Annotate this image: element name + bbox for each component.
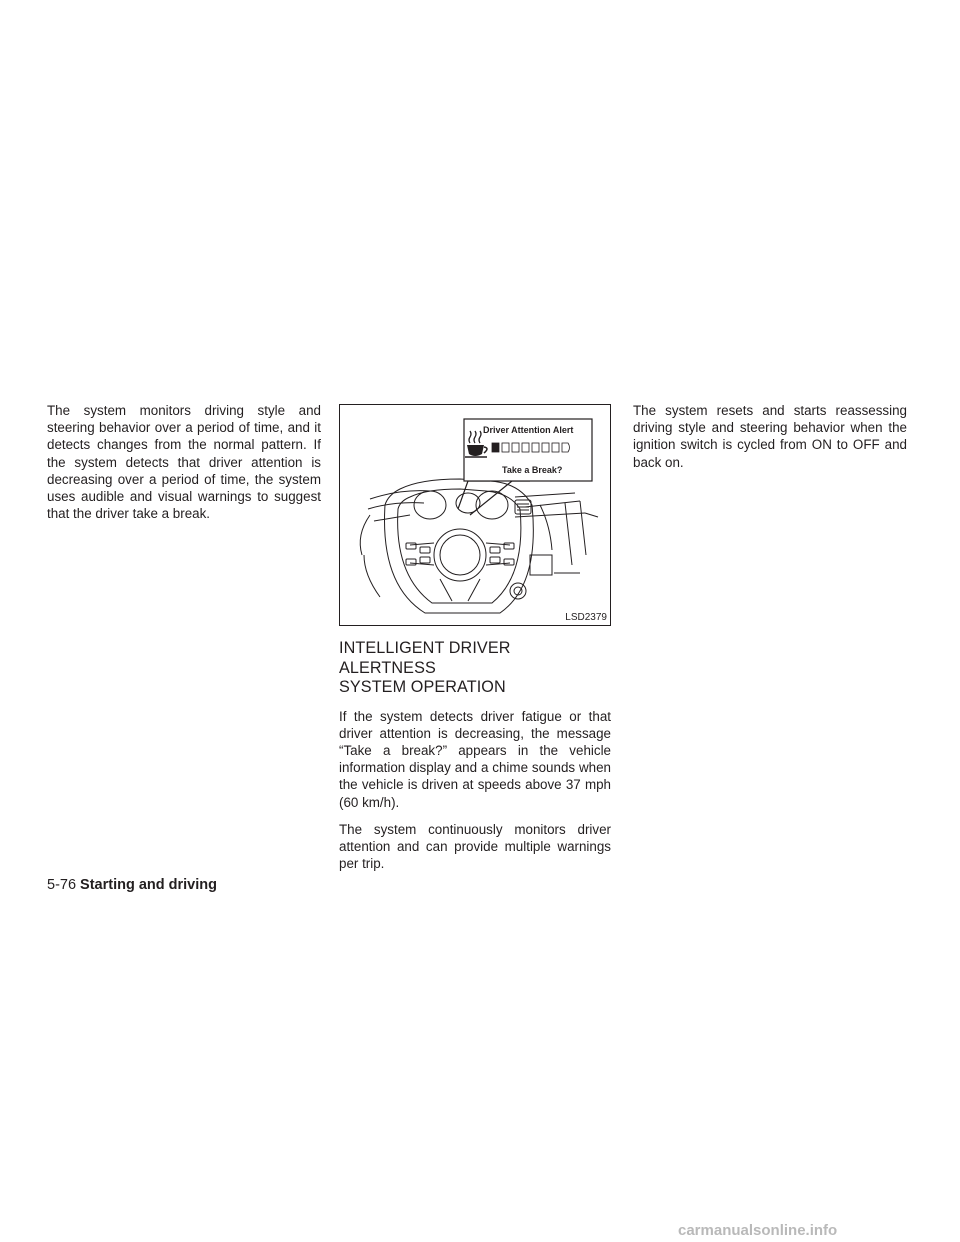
intro-paragraph: The system monitors driving style and steering behavior over a period of time, and it detects changes from the normal pattern. If the system detects that driver attention is decreasing over a period of time, the system uses audible and visual warnings to suggest that the driver take a break. <box>47 403 321 522</box>
section-paragraph-1: If the system detects driver fatigue or that driver attention is decreasing, the message “Take a break?” appears in the vehicle information display and a chime sounds when the vehicle is driven at speeds above 37 mph (60 km/h). <box>339 708 611 810</box>
page-number: 5-76 <box>47 877 77 893</box>
steering-wheel-illustration <box>340 405 610 625</box>
figure-code: LSD2379 <box>565 612 607 623</box>
page-footer <box>47 877 217 893</box>
right-column <box>633 402 907 481</box>
attention-segment-empty <box>542 443 549 452</box>
display-message: Take a Break? <box>502 465 563 475</box>
attention-segment-empty <box>532 443 539 452</box>
driver-attention-figure <box>339 404 611 626</box>
section-heading <box>339 639 611 698</box>
attention-segment-empty <box>512 443 519 452</box>
section-heading-line1: INTELLIGENT DRIVER ALERTNESS <box>339 639 511 677</box>
left-column <box>47 402 321 532</box>
attention-segment-empty <box>502 443 509 452</box>
center-column <box>339 402 611 882</box>
chapter-title: Starting and driving <box>80 877 217 893</box>
attention-segment-filled <box>492 443 499 452</box>
watermark: carmanualsonline.info <box>678 1222 838 1239</box>
display-title: Driver Attention Alert <box>483 425 574 435</box>
section-heading-line2: SYSTEM OPERATION <box>339 678 506 696</box>
reset-paragraph: The system resets and starts reassessing driving style and steering behavior when the ignition switch is cycled from ON to OFF and back on. <box>633 403 907 470</box>
attention-segment-empty <box>522 443 529 452</box>
attention-segment-empty <box>552 443 559 452</box>
section-paragraph-2: The system continuously monitors driver attention and can provide multiple warnings per trip. <box>339 821 611 872</box>
